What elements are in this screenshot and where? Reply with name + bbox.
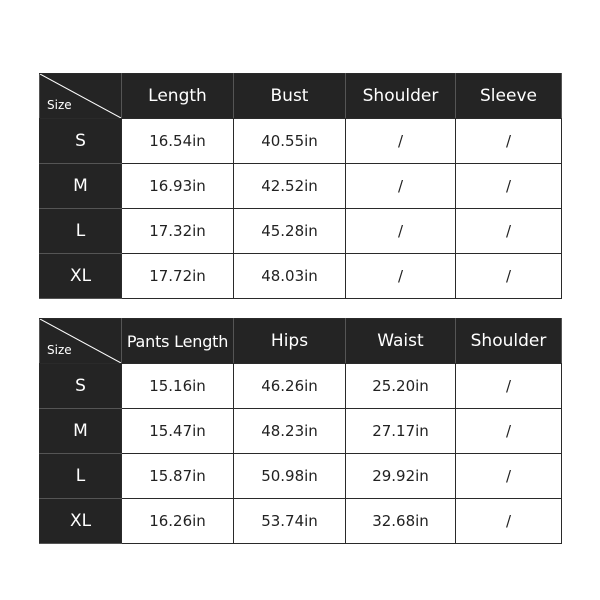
column-header-shoulder: Shoulder xyxy=(456,319,562,364)
table-cell: / xyxy=(346,254,456,299)
column-header-shoulder: Shoulder xyxy=(346,74,456,119)
table-cell: / xyxy=(456,209,562,254)
size-chart-top-table xyxy=(39,73,562,299)
size-corner-label: Size xyxy=(47,343,72,357)
table-cell: 53.74in xyxy=(234,499,346,544)
size-label: XL xyxy=(40,254,122,299)
table-cell: / xyxy=(456,454,562,499)
table-cell: 17.72in xyxy=(122,254,234,299)
table-cell: / xyxy=(456,119,562,164)
table-cell: / xyxy=(456,409,562,454)
size-label: S xyxy=(40,119,122,164)
table-row xyxy=(40,364,562,409)
table-cell: 17.32in xyxy=(122,209,234,254)
size-corner-label: Size xyxy=(47,98,72,112)
header-row xyxy=(40,74,562,119)
table-row xyxy=(40,164,562,209)
size-corner-header xyxy=(40,319,122,364)
column-header-length: Length xyxy=(122,74,234,119)
table-cell: 16.54in xyxy=(122,119,234,164)
table-row xyxy=(40,454,562,499)
table-cell: / xyxy=(456,499,562,544)
table-cell: / xyxy=(456,364,562,409)
table-row xyxy=(40,254,562,299)
table-cell: 48.03in xyxy=(234,254,346,299)
column-header-sleeve: Sleeve xyxy=(456,74,562,119)
table-cell: 40.55in xyxy=(234,119,346,164)
table-cell: / xyxy=(456,254,562,299)
header-row xyxy=(40,319,562,364)
table-cell: 46.26in xyxy=(234,364,346,409)
table-cell: 42.52in xyxy=(234,164,346,209)
table-row xyxy=(40,119,562,164)
size-label: L xyxy=(40,209,122,254)
table-cell: 15.47in xyxy=(122,409,234,454)
table-cell: 15.87in xyxy=(122,454,234,499)
table-cell: / xyxy=(346,209,456,254)
table-cell: 50.98in xyxy=(234,454,346,499)
table-cell: 32.68in xyxy=(346,499,456,544)
column-header-hips: Hips xyxy=(234,319,346,364)
table-cell: 25.20in xyxy=(346,364,456,409)
size-chart-bottom-table xyxy=(39,318,562,544)
column-header-pants-length: Pants Length xyxy=(122,319,234,364)
table-cell: 27.17in xyxy=(346,409,456,454)
table-cell: 15.16in xyxy=(122,364,234,409)
table-cell: / xyxy=(346,164,456,209)
size-label: M xyxy=(40,164,122,209)
size-label: L xyxy=(40,454,122,499)
table-cell: / xyxy=(456,164,562,209)
size-label: XL xyxy=(40,499,122,544)
table-cell: 29.92in xyxy=(346,454,456,499)
table-cell: 16.93in xyxy=(122,164,234,209)
table-cell: 45.28in xyxy=(234,209,346,254)
size-label: M xyxy=(40,409,122,454)
size-label: S xyxy=(40,364,122,409)
column-header-waist: Waist xyxy=(346,319,456,364)
table-cell: 48.23in xyxy=(234,409,346,454)
table-cell: / xyxy=(346,119,456,164)
table-row xyxy=(40,209,562,254)
table-row xyxy=(40,409,562,454)
size-corner-header xyxy=(40,74,122,119)
table-cell: 16.26in xyxy=(122,499,234,544)
column-header-bust: Bust xyxy=(234,74,346,119)
table-row xyxy=(40,499,562,544)
